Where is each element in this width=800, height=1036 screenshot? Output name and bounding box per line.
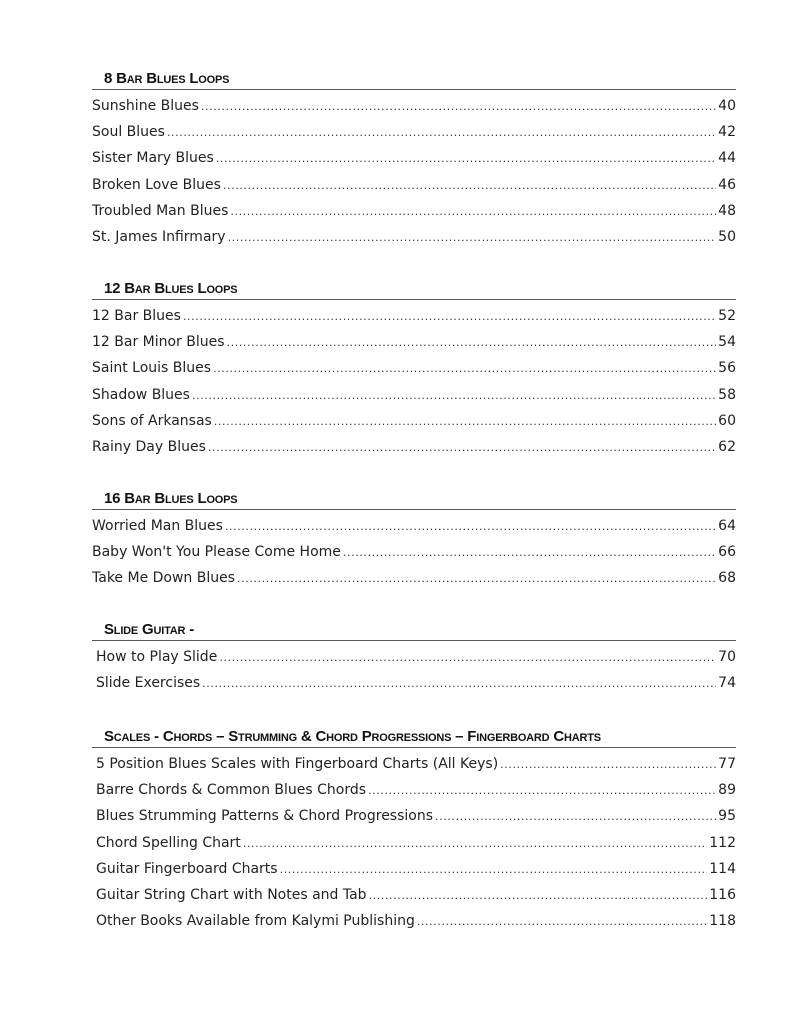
section-heading: Scales - Chords – Strumming & Chord Progressions – Fingerboard Charts <box>92 727 736 748</box>
entry-title: How to Play Slide <box>96 649 218 665</box>
entry-title: St. James Infirmary <box>92 228 226 245</box>
toc-entry[interactable] <box>92 387 736 413</box>
entry-page-number: 116 <box>709 886 736 903</box>
dot-leader <box>223 179 716 192</box>
toc-entry[interactable] <box>92 308 736 334</box>
entry-title: Slide Exercises <box>96 675 201 692</box>
toc-entry[interactable] <box>92 203 736 229</box>
toc-entry[interactable] <box>92 808 736 834</box>
toc-entry[interactable] <box>92 887 736 913</box>
dot-leader <box>230 205 716 218</box>
dot-leader <box>243 837 707 850</box>
entry-page-number: 46 <box>718 176 736 193</box>
entry-page-number: 95 <box>718 808 736 825</box>
toc-entry[interactable] <box>92 518 736 544</box>
entry-page-number: 74 <box>718 675 736 692</box>
toc-entry[interactable] <box>92 649 736 675</box>
entry-title: Troubled Man Blues <box>92 202 229 219</box>
entry-title: Worried Man Blues <box>92 518 223 534</box>
entry-page-number: 40 <box>718 98 736 114</box>
section-heading: 16 Bar Blues Loops <box>92 489 736 510</box>
dot-leader <box>201 100 716 113</box>
section-heading: 8 Bar Blues Loops <box>92 69 736 90</box>
toc-entry[interactable] <box>92 177 736 203</box>
toc-entry[interactable] <box>92 913 736 939</box>
entry-title: Broken Love Blues <box>92 176 221 193</box>
dot-leader <box>167 126 716 139</box>
entry-title: Chord Spelling Chart <box>96 834 241 851</box>
section-entries <box>92 98 736 255</box>
entry-page-number: 118 <box>709 913 736 930</box>
toc-entry[interactable] <box>92 150 736 176</box>
toc-section-slide-guitar <box>92 620 736 701</box>
entry-page-number: 62 <box>718 438 736 455</box>
toc-entry[interactable] <box>92 98 736 124</box>
dot-leader <box>183 310 716 323</box>
dot-leader <box>202 677 716 690</box>
entry-page-number: 89 <box>718 782 736 799</box>
entry-page-number: 50 <box>718 228 736 245</box>
entry-title: Blues Strumming Patterns & Chord Progressions <box>96 808 434 825</box>
dot-leader <box>343 546 716 559</box>
dot-leader <box>500 758 716 771</box>
entry-page-number: 58 <box>718 386 736 403</box>
dot-leader <box>435 810 716 823</box>
section-entries <box>92 756 736 939</box>
entry-title: Sunshine Blues <box>92 98 199 114</box>
toc-entry[interactable] <box>92 835 736 861</box>
toc-section-12-bar-blues-loops <box>92 279 736 465</box>
entry-title: Saint Louis Blues <box>92 360 212 377</box>
entry-page-number: 56 <box>718 360 736 377</box>
toc-section-scales-chords <box>92 727 736 939</box>
toc-entry[interactable] <box>92 360 736 386</box>
entry-title: 12 Bar Blues <box>92 308 181 324</box>
entry-page-number: 66 <box>718 544 736 561</box>
entry-page-number: 42 <box>718 124 736 141</box>
toc-entry[interactable] <box>92 861 736 887</box>
entry-page-number: 44 <box>718 150 736 167</box>
entry-title: Take Me Down Blues <box>92 570 236 587</box>
toc-entry[interactable] <box>92 782 736 808</box>
dot-leader <box>417 915 707 928</box>
entry-page-number: 64 <box>718 518 736 534</box>
entry-page-number: 54 <box>718 334 736 351</box>
entry-title: Sister Mary Blues <box>92 150 214 167</box>
entry-title: Guitar String Chart with Notes and Tab <box>96 886 367 903</box>
dot-leader <box>208 441 716 454</box>
dot-leader <box>219 651 716 664</box>
dot-leader <box>228 231 717 244</box>
entry-title: 12 Bar Minor Blues <box>92 334 225 351</box>
toc-entry[interactable] <box>92 413 736 439</box>
entry-title: 5 Position Blues Scales with Fingerboard Charts (All Keys) <box>96 756 499 772</box>
dot-leader <box>225 520 716 533</box>
entry-title: Sons of Arkansas <box>92 412 212 429</box>
entry-page-number: 48 <box>718 202 736 219</box>
entry-title: Rainy Day Blues <box>92 438 206 455</box>
dot-leader <box>214 415 716 428</box>
entry-title: Baby Won't You Please Come Home <box>92 544 341 561</box>
dot-leader <box>227 336 717 349</box>
entry-page-number: 52 <box>718 308 736 324</box>
toc-entry[interactable] <box>92 544 736 570</box>
entry-title: Soul Blues <box>92 124 165 141</box>
entry-page-number: 114 <box>709 860 736 877</box>
entry-page-number: 70 <box>718 649 736 665</box>
entry-page-number: 77 <box>718 756 736 772</box>
toc-entry[interactable] <box>92 570 736 596</box>
entry-page-number: 112 <box>709 834 736 851</box>
dot-leader <box>237 572 716 585</box>
dot-leader <box>368 784 716 797</box>
toc-entry[interactable] <box>92 124 736 150</box>
toc-entry[interactable] <box>92 439 736 465</box>
section-entries <box>92 308 736 465</box>
dot-leader <box>280 863 708 876</box>
entry-title: Barre Chords & Common Blues Chords <box>96 782 367 799</box>
toc-entry[interactable] <box>92 229 736 255</box>
entry-title: Other Books Available from Kalymi Publishing <box>96 913 415 930</box>
dot-leader <box>216 152 716 165</box>
toc-entry[interactable] <box>92 675 736 701</box>
toc-entry[interactable] <box>92 756 736 782</box>
section-heading: Slide Guitar - <box>92 620 736 641</box>
toc-entry[interactable] <box>92 334 736 360</box>
dot-leader <box>213 362 716 375</box>
entry-title: Shadow Blues <box>92 386 190 403</box>
dot-leader <box>192 389 716 402</box>
section-entries <box>92 518 736 597</box>
dot-leader <box>369 889 708 902</box>
entry-page-number: 60 <box>718 412 736 429</box>
entry-title: Guitar Fingerboard Charts <box>96 860 278 877</box>
toc-section-8-bar-blues-loops <box>92 69 736 255</box>
section-entries <box>92 649 736 701</box>
entry-page-number: 68 <box>718 570 736 587</box>
toc-section-16-bar-blues-loops <box>92 489 736 597</box>
section-heading: 12 Bar Blues Loops <box>92 279 736 300</box>
